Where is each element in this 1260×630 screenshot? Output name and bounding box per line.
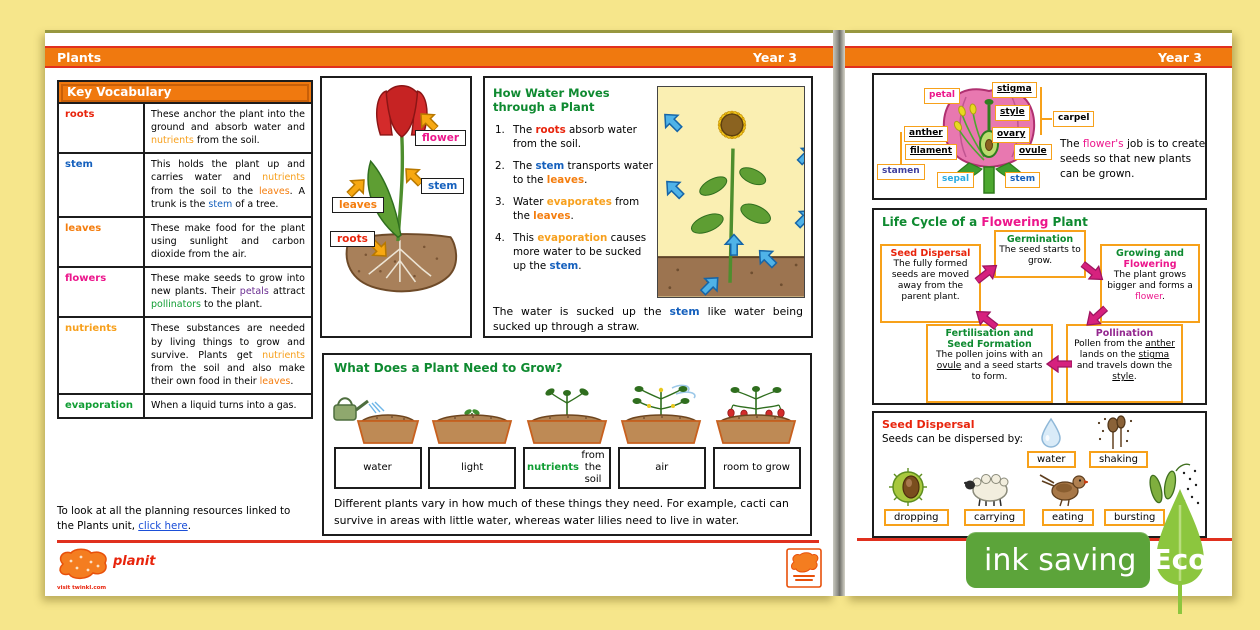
plant-needs-items [332,381,802,489]
stage-body: The fully formed seeds are moved away from the parent plant. [891,259,970,303]
vocab-term: flowers [59,266,143,316]
need-label-light: light [428,447,516,489]
plant-needs-title: What Does a Plant Need to Grow? [334,361,563,375]
stage-title: Germination [1006,234,1074,245]
vocab-definition: These anchor the plant into the ground and absorb water and nutrients from the soil. [143,104,311,152]
vocab-term: evaporation [59,393,143,417]
stage-growing-flowering [1100,244,1200,323]
label-style: style [995,105,1030,121]
carpel-bracket-arm [1040,118,1052,120]
life-cycle-title: Life Cycle of a Flowering Plant [882,215,1088,229]
carpel-bracket [1040,87,1042,135]
step-1 [495,124,657,151]
year-badge-left: Year 3 [752,50,797,65]
dispersal-label-water: water [1027,451,1076,468]
tulip-label-roots: roots [330,231,375,247]
stage-body: The pollen joins with an ovule and a seed starts to form. [936,350,1043,383]
how-water-moves-panel [483,76,813,338]
water-droplet-icon [1039,417,1063,449]
step-text: The stem transports water to the leaves. [513,160,654,186]
need-item-light [427,381,518,489]
dispersal-label-shaking: shaking [1089,451,1148,468]
step-text: This evaporation causes more water to be sucked up the stem. [513,232,647,272]
step-number: 3. [495,196,505,209]
plant-needs-caption: Different plants vary in how much of these things they need. For example, cacti can survive in areas with little water, whereas water lilies need to live in water. [334,497,789,527]
label-stamen: stamen [877,164,925,180]
vocab-header: Key Vocabulary [59,82,311,104]
step-number: 1. [495,124,505,136]
vocab-term: nutrients [59,316,143,393]
key-vocabulary-table [57,80,313,419]
vocab-rows [59,104,311,417]
label-stigma: stigma [992,82,1037,98]
seed-dispersal-title: Seed Dispersal [882,418,975,431]
page-fold [833,30,845,596]
vocab-term: stem [59,152,143,215]
need-label-nutrients: nutrients from the soil [523,447,611,489]
vocab-definition: This holds the plant up and carries water and nutrients from the soil to the leaves. A trunk is the stem of a tree. [143,152,311,215]
tulip-label-leaves: leaves [332,197,384,213]
page-title: Plants [57,50,102,65]
need-label-room: room to grow [713,447,801,489]
seed-pod-shaking-icon [1093,415,1133,449]
ink-saving-badge [966,532,1150,588]
planit-splat-icon [55,546,109,582]
stage-fertilisation [926,324,1053,403]
label-ovary: ovary [992,127,1030,143]
sunflower-illustration [657,86,805,298]
step-2 [495,160,657,187]
eco-label: Eco [1152,543,1208,576]
stage-title: Seed Dispersal [890,248,971,259]
sheep-icon [958,471,1018,507]
footer-divider [57,540,819,543]
vocab-definition: These substances are needed by living things to grow and survive. Plants get nutrients from the soil and also make their own food in their leaves. [143,316,311,393]
stamen-bracket [900,132,902,168]
flower-parts-caption: The flower's job is to create seeds so that new plants can be grown. [1060,138,1206,181]
step-number: 2. [495,160,505,173]
planning-note-text: To look at all the planning resources linked to the Plants unit, [57,505,291,533]
vocab-term: roots [65,109,95,120]
dispersal-label-dropping: dropping [884,509,949,526]
stage-pollination [1066,324,1183,403]
need-label-water: water [334,447,422,489]
label-ovule: ovule [1014,144,1052,160]
right-header-bar [845,46,1232,68]
strawberry-plant-icon [711,381,802,447]
seed-dispersal-subtitle: Seeds can be dispersed by: [882,433,1024,445]
label-filament: filament [905,144,957,160]
quality-stamp-icon [786,548,822,588]
label-anther: anther [904,126,948,142]
step-text: Water evaporates from the leaves. [513,196,640,222]
stage-title: Growing and Flowering [1116,248,1184,271]
stage-body: Pollen from the anther lands on the stigma and travels down the style. [1074,339,1175,383]
step-text: The roots absorb water from the soil. [513,124,637,150]
seed-tray-sprout-icon [427,381,518,447]
tulip-diagram-panel [320,76,472,338]
flower-parts-panel [872,73,1207,200]
label-carpel: carpel [1053,111,1094,127]
need-item-air [616,381,707,489]
step-3 [495,196,657,223]
tulip-label-stem: stem [421,178,464,194]
ink-saving-label: ink saving [984,542,1137,578]
need-item-water [332,381,423,489]
stage-title: Pollination [1095,328,1154,339]
label-sepal: sepal [937,172,974,188]
dispersal-label-eating: eating [1042,509,1094,526]
water-movement-title: How Water Moves through a Plant [493,86,610,115]
stage-body: The seed starts to grow. [999,245,1081,267]
step-4 [495,232,657,273]
vocab-term: leaves [59,216,143,266]
need-label-air: air [618,447,706,489]
vocab-definition: These make food for the plant using sunlight and carbon dioxide from the air. [143,216,311,266]
planning-note [57,504,297,535]
stage-body: The plant grows bigger and forms a flower. [1107,270,1193,303]
left-header-bar [45,46,835,68]
bird-icon [1036,469,1088,507]
planit-logo [55,546,215,598]
label-stem: stem [1005,172,1040,188]
vocab-definition: These make seeds to grow into new plants. Their petals attract pollinators to the plant. [143,266,311,316]
wind-icon [616,381,707,447]
year-badge-right: Year 3 [1157,50,1202,65]
plant-needs-panel [322,353,812,536]
cycle-arrow-icon [1046,355,1072,373]
planit-tagline: visit twinkl.com [57,585,107,591]
planit-brand: planit [113,554,156,569]
click-here-link[interactable]: click here [138,520,188,533]
dispersal-label-carrying: carrying [964,509,1025,526]
planning-note-period: . [187,520,192,533]
stage-germination [994,230,1086,278]
stage-title: Fertilisation and Seed Formation [945,328,1034,351]
life-cycle-panel [872,208,1207,405]
conker-icon [886,467,934,507]
need-item-nutrients [522,381,613,489]
seed-tray-seedling-icon [522,381,613,447]
need-item-room [711,381,802,489]
dispersal-label-bursting: bursting [1104,509,1165,526]
watering-can-icon [332,381,423,447]
step-number: 4. [495,232,505,245]
left-page [45,30,835,596]
vocab-definition: When a liquid turns into a gas. [143,393,311,417]
tulip-label-flower: flower [415,130,466,146]
stage-seed-dispersal [880,244,981,323]
water-movement-steps [495,124,657,282]
label-petal: petal [924,88,960,104]
water-movement-footer: The water is sucked up the stem like water being sucked up through a straw. [493,305,803,334]
